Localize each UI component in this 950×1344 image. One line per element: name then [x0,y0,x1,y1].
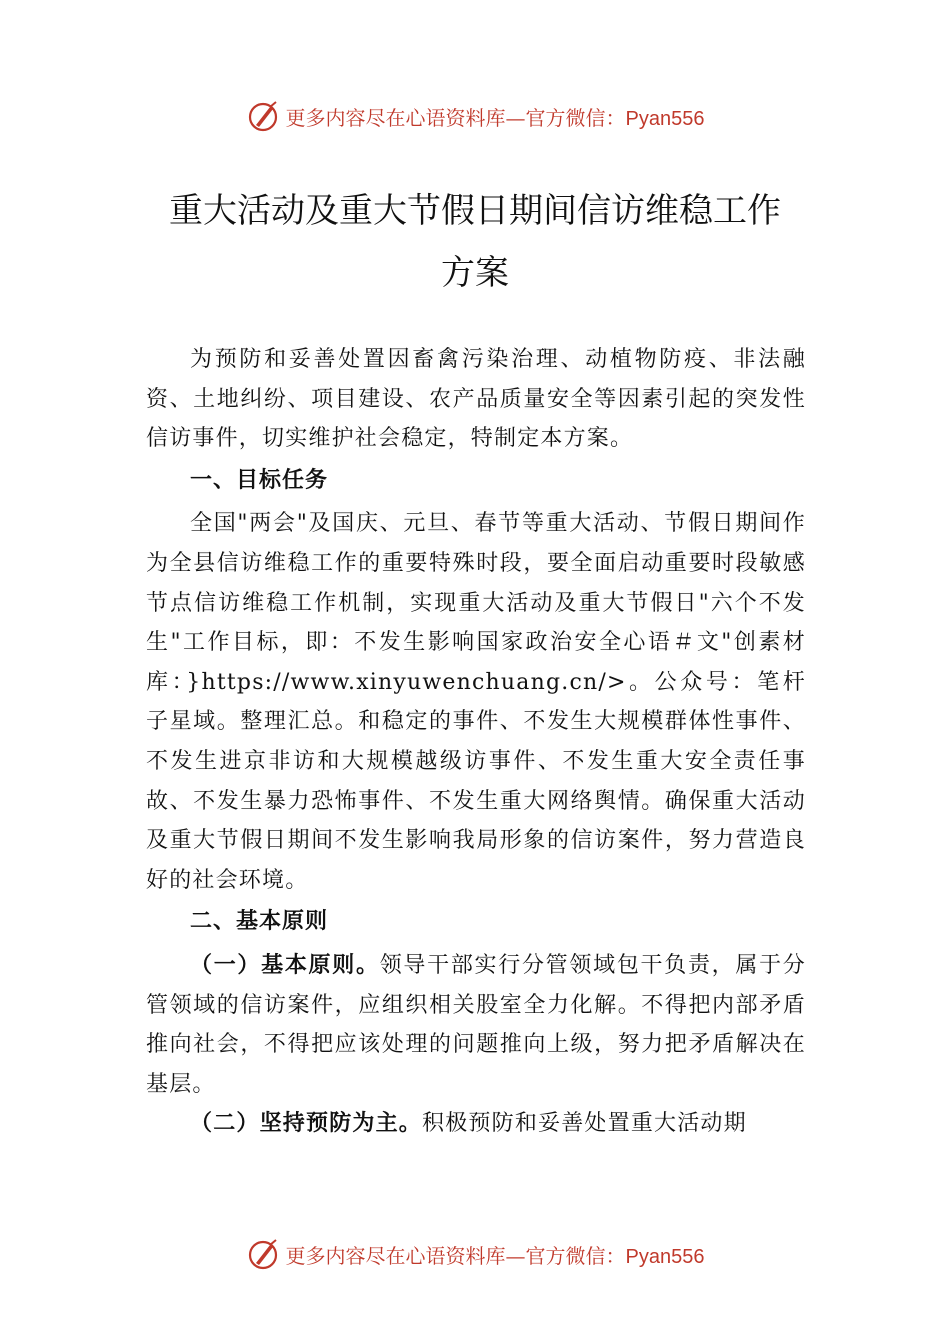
principle-paragraph-1 [146,946,806,1104]
title-line-2: 方案 [441,253,509,293]
banner-account: Pyan556 [625,107,705,130]
quill-pen-logo-icon [246,1237,280,1271]
principle-2-text: 积极预防和妥善处置重大活动期 [422,1111,747,1137]
quill-pen-logo-icon [246,99,280,133]
document-body [146,340,806,1144]
intro-paragraph: 为预防和妥善处置因畜禽污染治理、动植物防疫、非法融资、土地纠纷、项目建设、农产品质量安全等因素引起的突发性信访事件，切实维护社会稳定，特制定本方案。 [146,347,806,452]
banner-text: 更多内容尽在心语资料库—官方微信：Pyan556 [285,1243,705,1268]
principle-1-text: 领导干部实行分管领域包干负责，属于分管领域的信访案件，应组织相关股室全力化解。不得把内部矛盾推向社会，不得把应该处理的问题推向上级，努力把矛盾解决在基层。 [146,952,806,1097]
banner-text: 更多内容尽在心语资料库—官方微信：Pyan556 [285,105,705,130]
section-heading-2: 二、基本原则 [190,909,329,935]
title-line-1: 重大活动及重大节假日期间信访维稳工作 [169,191,781,231]
principle-1-lead: （一）基本原则。 [190,952,380,978]
document-title [150,180,800,304]
principle-paragraph-2 [146,1104,806,1144]
banner-account: Pyan556 [625,1245,705,1268]
principle-2-lead: （二）坚持预防为主。 [190,1111,423,1137]
section-heading-1: 一、目标任务 [190,467,329,493]
header-watermark-banner [0,96,950,136]
section-1-paragraph: 全国"两会"及国庆、元旦、春节等重大活动、节假日期间作为全县信访维稳工作的重要特殊时段，要全面启动重要时段敏感节点信访维稳工作机制，实现重大活动及重大节假日"六个不发生"工作目标，即：不发生影响国家政治安全心语＃文"创素材库：}https://www.xinyuwenchuang.cn/>。公众号：笔杆子星域。整理汇总。和稳定的事件、不发生大规模群体性事件、不发生进京非访和大规模越级访事件、不发生重大安全责任事故、不发生暴力恐怖事件、不发生重大网络舆情。确保重大活动及重大节假日期间不发生影响我局形象的信访案件，努力营造良好的社会环境。 [146,511,806,893]
footer-watermark-banner [0,1234,950,1274]
